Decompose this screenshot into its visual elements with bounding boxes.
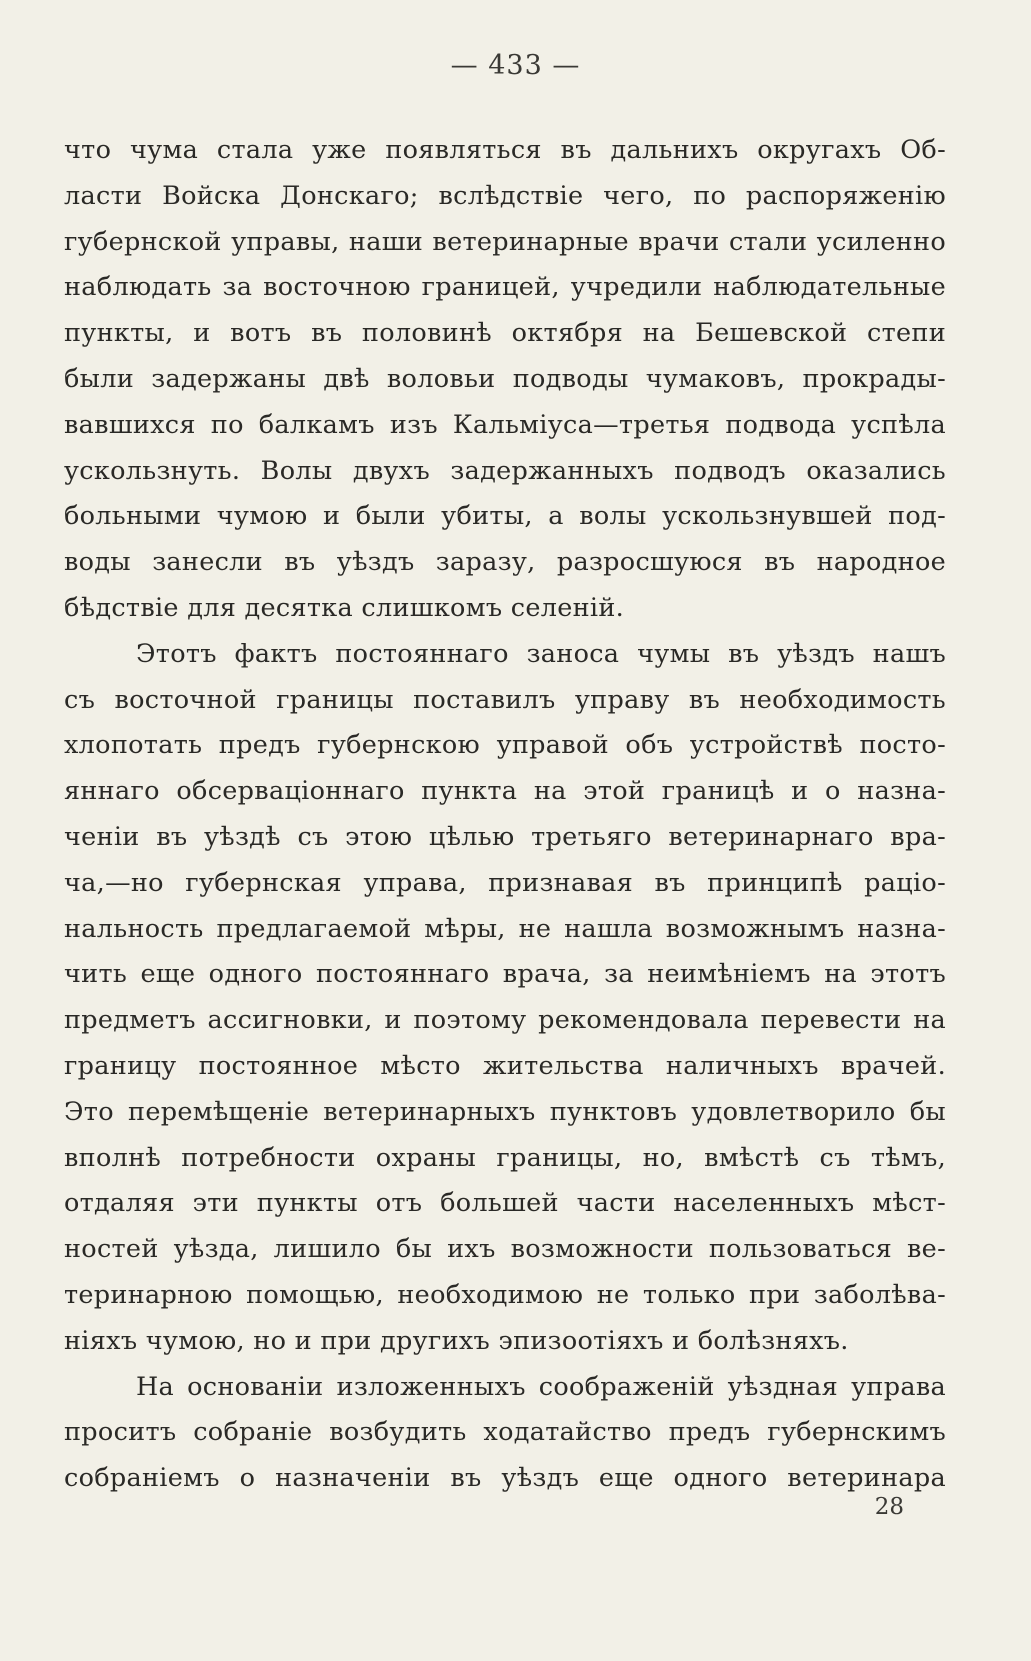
text-line: вполнѣ потребности охраны границы, но, вмѣстѣ съ тѣмъ, [64,1142,946,1173]
text-line: хлопотать предъ губернскою управой объ устройствѣ посто- [64,730,946,761]
text-line: ускользнуть. Волы двухъ задержанныхъ подводъ оказались [64,455,946,486]
text-line: что чума стала уже появляться въ дальнихъ округахъ Об- [64,135,946,165]
text-line: предметъ ассигновки, и поэтому рекомендовала перевести на [64,1005,946,1036]
body-text [64,128,946,1502]
text-line: вавшихся по балкамъ изъ Кальміуса—третья подвода успѣла [64,409,946,440]
text-line: ностей уѣзда, лишило бы ихъ возможности пользоваться ве- [64,1234,946,1265]
text-line: губернской управы, наши ветеринарные врачи стали усиленно [64,226,946,257]
text-line: теринарною помощью, необходимою не только при заболѣва- [64,1279,946,1310]
text-line: яннаго обсерваціоннаго пункта на этой границѣ и о назна- [64,776,946,807]
text-line: ніяхъ чумою, но и при другихъ эпизоотіяхъ и болѣзняхъ. [64,1325,849,1356]
text-line: нальность предлагаемой мѣры, не нашла возможнымъ назна- [64,913,946,944]
text-line: проситъ собраніе возбудить ходатайство предъ губернскимъ [64,1417,946,1448]
paragraph-first-line: Этотъ фактъ постояннаго заноса чумы въ уѣздъ нашъ [136,638,946,669]
text-line: бѣдствіе для десятка слишкомъ селеній. [64,592,625,623]
text-line: съ восточной границы поставилъ управу въ необходимость [64,684,946,715]
text-line: ласти Войска Донскаго; вслѣдствіе чего, по распоряженію [64,180,946,211]
text-line: наблюдать за восточною границей, учредили наблюдательные [64,272,946,303]
text-line: ченіи въ уѣздѣ съ этою цѣлью третьяго ветеринарнаго вра- [64,821,946,852]
text-line: отдаляя эти пункты отъ большей части населенныхъ мѣст- [64,1188,946,1219]
text-line: пункты, и вотъ въ половинѣ октября на Бешевской степи [64,318,946,349]
text-line: Это перемѣщеніе ветеринарныхъ пунктовъ удовлетворило бы [64,1096,946,1127]
signature-mark: 28 [874,1494,904,1520]
text-line: больными чумою и были убиты, а волы ускользнувшей под- [64,501,946,532]
text-line: границу постоянное мѣсто жительства наличныхъ врачей. [64,1050,946,1081]
text-line: собраніемъ о назначеніи въ уѣздъ еще одного ветеринара [64,1463,946,1494]
text-line: чить еще одного постояннаго врача, за неимѣніемъ на этотъ [64,959,946,990]
text-line: были задержаны двѣ воловьи подводы чумаковъ, прокрады- [64,363,946,394]
text-line: воды занесли въ уѣздъ заразу, разросшуюся въ народное [64,547,946,578]
text-line: ча,—но губернская управа, признавая въ принципѣ раціо- [64,867,946,898]
page-number-header: — 433 — [450,50,581,81]
paragraph-first-line: На основаніи изложенныхъ соображеній уѣздная управа [136,1371,946,1402]
